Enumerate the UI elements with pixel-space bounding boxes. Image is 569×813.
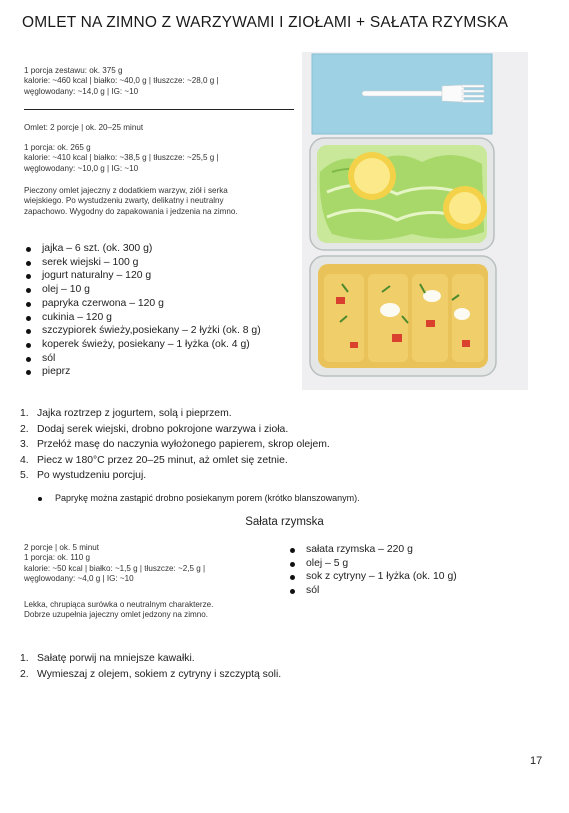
step-item (20, 437, 330, 453)
ingredient-item: sok z cytryny – 1 łyżka (ok. 10 g) (288, 570, 457, 584)
ingredient-item: pieprz (24, 365, 261, 379)
salad-description (24, 600, 213, 621)
step-text: Jajka roztrzep z jogurtem, solą i pieprzem. (37, 408, 232, 419)
ingredient-item: serek wiejski – 100 g (24, 256, 261, 270)
step-item (20, 453, 330, 469)
ingredient-item: cukinia – 120 g (24, 311, 261, 325)
omelet-header (24, 123, 143, 133)
omelet-tip (38, 493, 360, 503)
omelet-portion-line: 1 porcja: ok. 265 g (24, 143, 91, 152)
omelet-ingredients-list (24, 242, 261, 379)
salad-container (310, 138, 494, 250)
salad-info-line: 2 porcje | ok. 5 minut (24, 543, 99, 552)
ingredient-item: sałata rzymska – 220 g (288, 543, 457, 557)
ingredient-item: jajka – 6 szt. (ok. 300 g) (24, 242, 261, 256)
salad-title: Sałata rzymska (245, 516, 324, 528)
step-number: 3. (20, 439, 29, 451)
step-item (20, 422, 330, 438)
omelet-header-text: Omlet: 2 porcje | ok. 20–25 minut (24, 123, 144, 132)
omelet-description-line: Pieczony omlet jajeczny z dodatkiem warzyw, ziół i serka (24, 186, 228, 195)
step-number: 2. (20, 668, 29, 680)
ingredient-item: jogurt naturalny – 120 g (24, 269, 261, 283)
divider (24, 109, 294, 110)
ingredient-item: olej – 10 g (24, 283, 261, 297)
step-item (20, 667, 281, 683)
step-number: 4. (20, 454, 29, 466)
step-text: Wymieszaj z olejem, sokiem z cytryny i szczyptą soli. (37, 668, 282, 680)
step-item (20, 406, 330, 422)
ingredient-item: szczypiorek świeży,posiekany – 2 łyżki (ok. 8 g) (24, 324, 261, 338)
step-item (20, 468, 330, 484)
omelet-portion-line: kalorie: ~410 kcal | białko: ~38,5 g | tłuszcze: ~25,5 g | (24, 153, 219, 163)
omelet-description-line: wiejskiego. Po wystudzeniu zwarty, delikatny i neutralny (24, 196, 224, 206)
step-number: 1. (20, 653, 29, 664)
omelet-description (24, 186, 238, 217)
salad-info (24, 543, 205, 585)
omelet-steps-list (20, 406, 330, 484)
set-info-line: węglowodany: ~14,0 g | IG: ~10 (24, 86, 139, 96)
step-text: Dodaj serek wiejski, drobno pokrojone warzywa i zioła. (37, 423, 289, 435)
salad-info-line: 1 porcja: ok. 110 g (24, 553, 90, 563)
ingredient-item: koperek świeży, posiekany – 1 łyżka (ok. 4 g) (24, 338, 261, 352)
omelet-description-line: zapachowo. Wygodny do zapakowania i jedzenia na zimno. (24, 206, 238, 216)
salad-ingredients-list (288, 543, 457, 598)
omelet-portion-line: węglowodany: ~10,0 g | IG: ~10 (24, 163, 139, 173)
salad-description-line: Lekka, chrupiąca surówka o neutralnym charakterze. (24, 600, 214, 609)
salad-info-line: węglowodany: ~4,0 g | IG: ~10 (24, 574, 134, 584)
step-item (20, 651, 281, 667)
omelet-portion-info (24, 143, 219, 174)
step-text: Piecz w 180°C przez 20–25 minut, aż omlet się zetnie. (37, 454, 288, 466)
set-info-line: 1 porcja zestawu: ok. 375 g (24, 66, 123, 75)
ingredient-item: sól (288, 584, 457, 598)
step-text: Przełóż masę do naczynia wyłożonego papierem, skrop olejem. (37, 439, 330, 451)
tip-text: Paprykę można zastąpić drobno posiekanym porem (krótko blanszowanym). (55, 493, 360, 503)
bullet-icon (38, 497, 42, 501)
salad-description-line: Dobrze uzupełnia jajeczny omlet jedzony na zimno. (24, 610, 209, 620)
step-number: 5. (20, 470, 29, 482)
ingredient-item: papryka czerwona – 120 g (24, 297, 261, 311)
page-number: 17 (530, 755, 543, 767)
ingredient-item: olej – 5 g (288, 557, 457, 571)
set-info (24, 66, 219, 97)
page-title: OMLET NA ZIMNO Z WARZYWAMI I ZIOŁAMI + SAŁATA RZYMSKA (22, 14, 509, 31)
food-photo (302, 52, 528, 390)
ingredient-item: sól (24, 352, 261, 366)
step-text: Po wystudzeniu porcjuj. (37, 470, 147, 482)
step-number: 1. (20, 408, 29, 419)
step-number: 2. (20, 423, 29, 435)
salad-steps-list (20, 651, 281, 682)
salad-info-line: kalorie: ~50 kcal | białko: ~1,5 g | tłuszcze: ~2,5 g | (24, 563, 206, 573)
omelet-container (310, 256, 496, 376)
set-info-line: kalorie: ~460 kcal | białko: ~40,0 g | tłuszcze: ~28,0 g | (24, 76, 219, 86)
step-text: Sałatę porwij na mniejsze kawałki. (37, 653, 195, 664)
